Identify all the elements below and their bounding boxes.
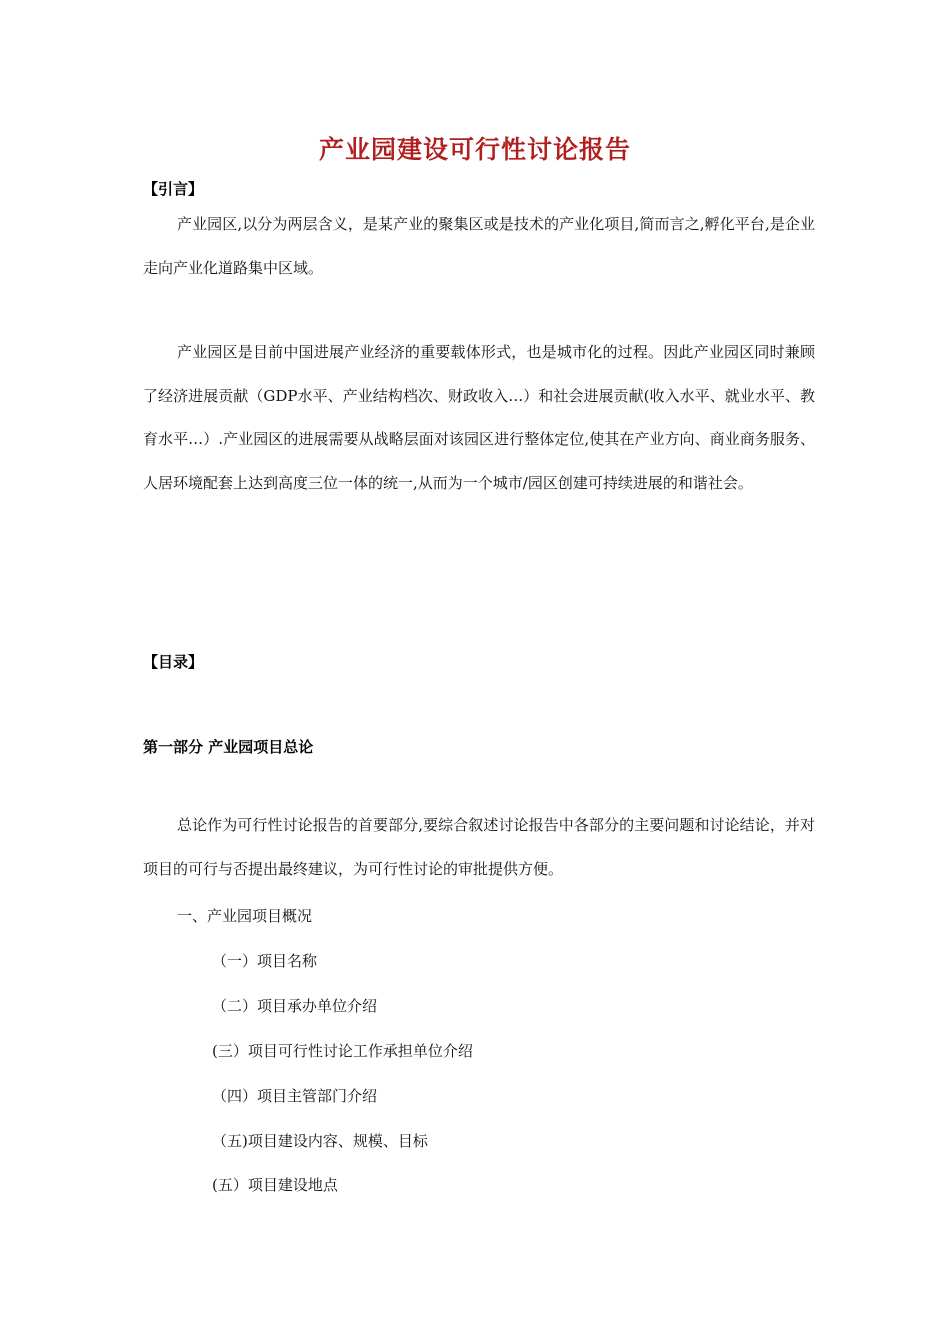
toc-item: （二）项目承办单位介绍 (212, 997, 378, 1015)
part1-paragraph: 总论作为可行性讨论报告的首要部分,要综合叙述讨论报告中各部分的主要问题和讨论结论，并对项目的可行与否提出最终建议，为可行性讨论的审批提供方便。 (143, 816, 815, 878)
toc-item: (三）项目可行性讨论工作承担单位介绍 (212, 1042, 473, 1060)
toc-section-1: 一、产业园项目概况 (177, 907, 313, 925)
intro-paragraph-1: 产业园区,以分为两层含义，是某产业的聚集区或是技术的产业化项目,简而言之,孵化平台,是企业走向产业化道路集中区域。 (143, 215, 815, 277)
toc-item: （五)项目建设内容、规模、目标 (212, 1132, 428, 1150)
toc-heading: 【目录】 (143, 653, 204, 671)
document-title: 产业园建设可行性讨论报告 (318, 135, 631, 164)
part1-heading: 第一部分 产业园项目总论 (143, 738, 314, 756)
toc-item: (五）项目建设地点 (212, 1176, 338, 1194)
intro-heading: 【引言】 (143, 180, 204, 198)
toc-item: （一）项目名称 (212, 952, 318, 970)
toc-item: （四）项目主管部门介绍 (212, 1087, 378, 1105)
intro-paragraph-2: 产业园区是目前中国进展产业经济的重要载体形式，也是城市化的过程。因此产业园区同时兼顾了经济进展贡献（GDP水平、产业结构档次、财政收入…）和社会进展贡献(收入水平、就业水平、教育水平…）.产业园区的进展需要从战略层面对该园区进行整体定位,使其在产业方向、商业商务服务、人居环境配套上达到高度三位一体的统一,从而为一个城市/园区创建可持续进展的和谐社会。 (143, 343, 815, 492)
